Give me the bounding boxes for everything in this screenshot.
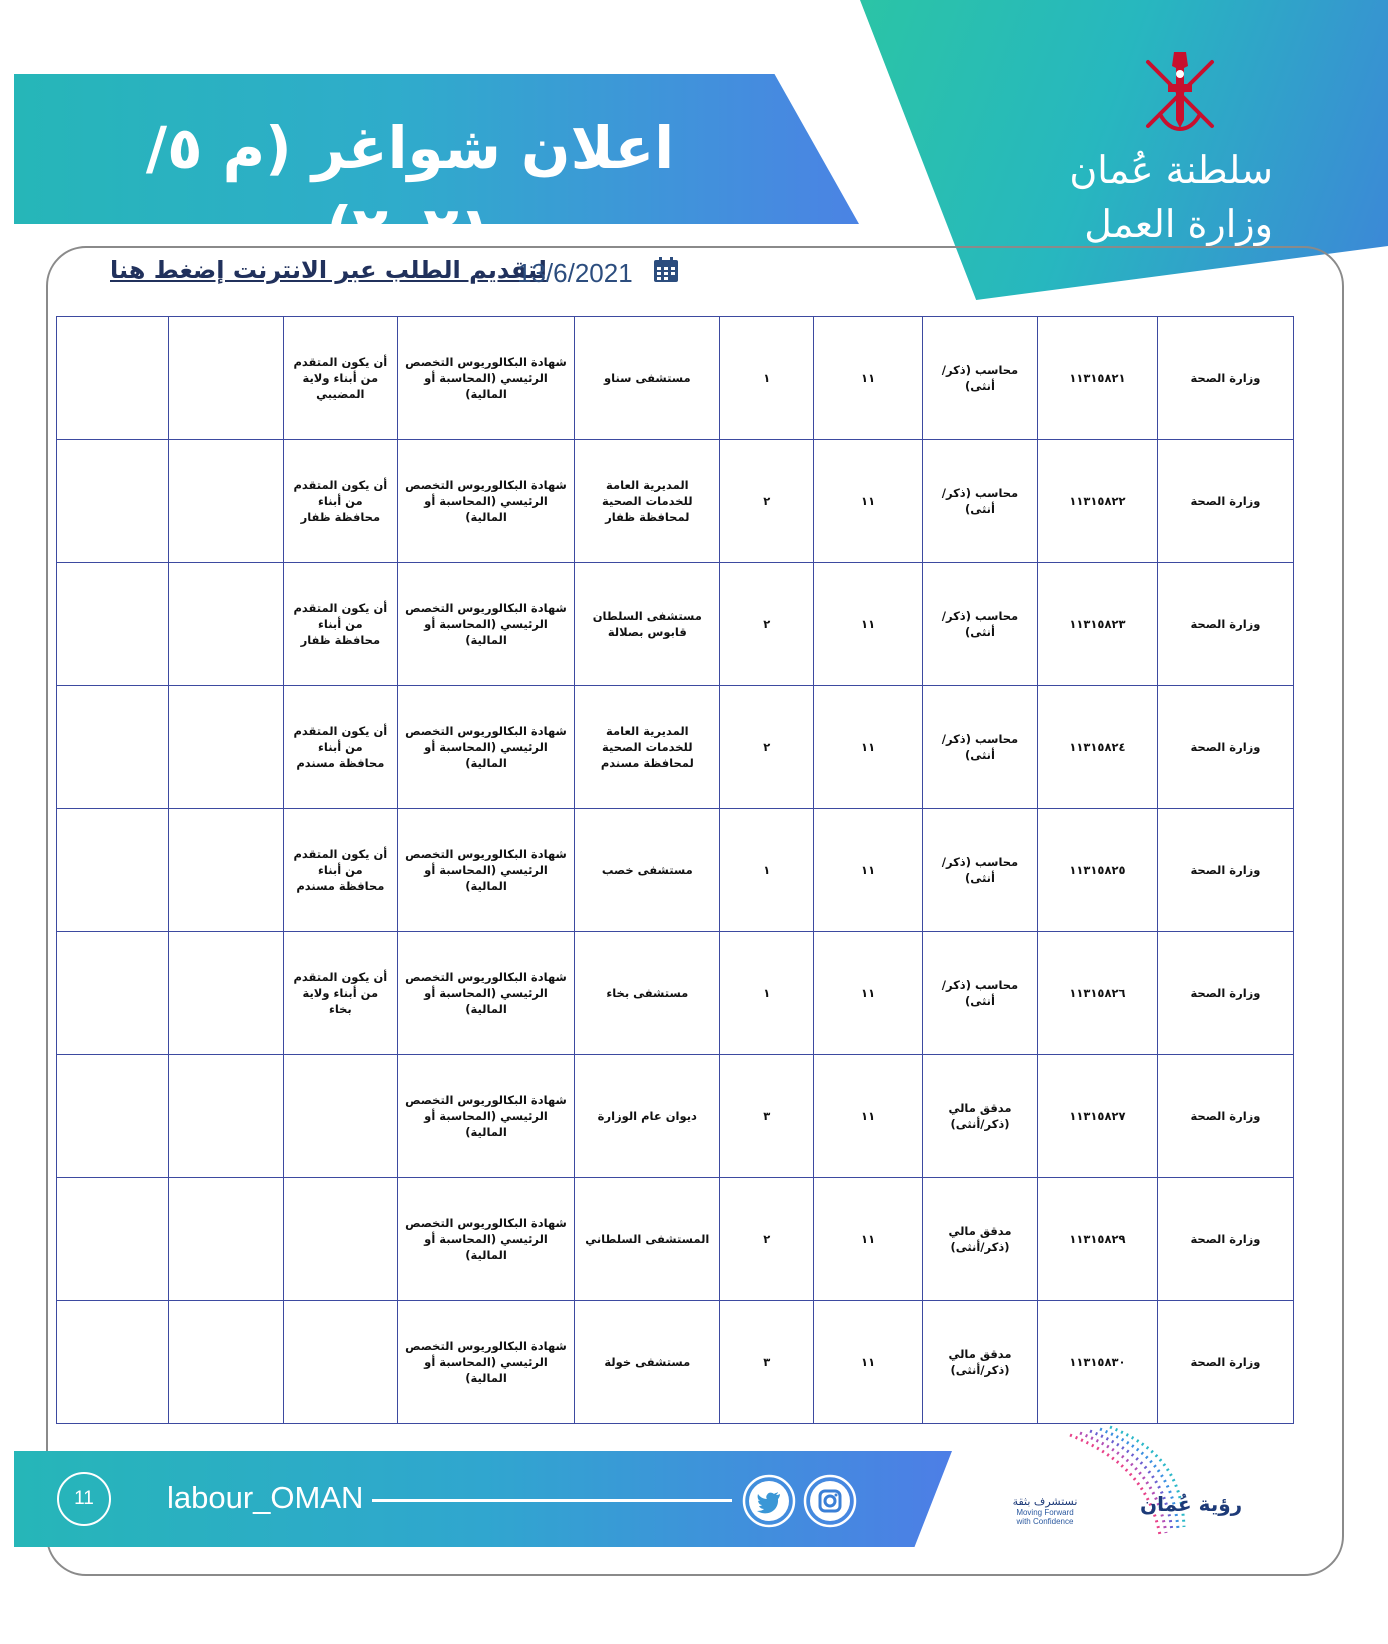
ministry-cell: وزارة الصحة	[1157, 1301, 1293, 1424]
extra-cell	[168, 1055, 283, 1178]
slogan	[1010, 1495, 1080, 1526]
grade-cell: ١١	[814, 1055, 923, 1178]
table-row	[57, 809, 1294, 932]
qualification-cell: شهادة البكالوريوس التخصص الرئيسي (المحاسبة أو المالية)	[397, 1178, 574, 1301]
instagram-icon[interactable]	[803, 1474, 857, 1528]
count-cell: ١	[720, 932, 814, 1055]
info-bar	[110, 256, 1260, 296]
qualification-cell: شهادة البكالوريوس التخصص الرئيسي (المحاسبة أو المالية)	[397, 686, 574, 809]
job-code-cell: ١١٣١٥٨٢٧	[1037, 1055, 1157, 1178]
extra-cell	[57, 563, 169, 686]
vacancies-table-body	[57, 317, 1294, 1424]
job-code-cell: ١١٣١٥٨٢٣	[1037, 563, 1157, 686]
extra-cell	[57, 440, 169, 563]
condition-cell: أن يكون المتقدم من أبناء محافظة ظفار	[283, 563, 397, 686]
location-cell: مستشفى خولة	[575, 1301, 720, 1424]
footer-divider	[372, 1499, 732, 1502]
table-row	[57, 1055, 1294, 1178]
job-title-cell: مدقق مالي (ذكر/أنثى)	[923, 1178, 1038, 1301]
condition-cell	[283, 1055, 397, 1178]
announcement-date: 13/6/2021	[517, 258, 633, 288]
ministry-cell: وزارة الصحة	[1157, 809, 1293, 932]
condition-cell: أن يكون المتقدم من أبناء محافظة مسندم	[283, 809, 397, 932]
job-title-cell: مدقق مالي (ذكر/أنثى)	[923, 1301, 1038, 1424]
extra-cell	[57, 809, 169, 932]
extra-cell	[57, 686, 169, 809]
condition-cell: أن يكون المتقدم من أبناء محافظة مسندم	[283, 686, 397, 809]
job-title-cell: محاسب (ذكر/ أنثى)	[923, 563, 1038, 686]
table-row	[57, 932, 1294, 1055]
social-handle[interactable]: labour_OMAN	[167, 1480, 364, 1515]
job-code-cell: ١١٣١٥٨٣٠	[1037, 1301, 1157, 1424]
grade-cell: ١١	[814, 1301, 923, 1424]
oman-vision-2040-logo	[1040, 1425, 1260, 1555]
grade-cell: ١١	[814, 563, 923, 686]
job-title-cell: مدقق مالي (ذكر/أنثى)	[923, 1055, 1038, 1178]
job-code-cell: ١١٣١٥٨٢١	[1037, 317, 1157, 440]
job-title-cell: محاسب (ذكر/ أنثى)	[923, 317, 1038, 440]
ministry-cell: وزارة الصحة	[1157, 317, 1293, 440]
location-cell: مستشفى السلطان قابوس بصلالة	[575, 563, 720, 686]
location-cell: ديوان عام الوزارة	[575, 1055, 720, 1178]
ministry-cell: وزارة الصحة	[1157, 440, 1293, 563]
job-code-cell: ١١٣١٥٨٢٥	[1037, 809, 1157, 932]
page-title: اعلان شواغر (م ٥/ ٢٠٢١)	[145, 114, 675, 262]
page-number: 11	[57, 1472, 111, 1526]
extra-cell	[168, 932, 283, 1055]
extra-cell	[57, 932, 169, 1055]
extra-cell	[168, 440, 283, 563]
extra-cell	[57, 317, 169, 440]
table-row	[57, 1301, 1294, 1424]
vision-text: رؤية عُمان	[1140, 1492, 1243, 1516]
count-cell: ٣	[720, 1055, 814, 1178]
condition-cell	[283, 1178, 397, 1301]
extra-cell	[168, 686, 283, 809]
location-cell: المديرية العامة للخدمات الصحية لمحافظة مسندم	[575, 686, 720, 809]
count-cell: ١	[720, 809, 814, 932]
condition-cell: أن يكون المتقدم من أبناء ولاية بخاء	[283, 932, 397, 1055]
condition-cell: أن يكون المتقدم من أبناء ولاية المضيبي	[283, 317, 397, 440]
slogan-english: Moving Forward with Confidence	[1016, 1508, 1074, 1526]
count-cell: ٢	[720, 1178, 814, 1301]
count-cell: ٢	[720, 440, 814, 563]
job-code-cell: ١١٣١٥٨٢٩	[1037, 1178, 1157, 1301]
extra-cell	[168, 1178, 283, 1301]
ministry-cell: وزارة الصحة	[1157, 1178, 1293, 1301]
ministry-cell: وزارة الصحة	[1157, 563, 1293, 686]
qualification-cell: شهادة البكالوريوس التخصص الرئيسي (المحاسبة أو المالية)	[397, 317, 574, 440]
ministry-cell: وزارة الصحة	[1157, 686, 1293, 809]
location-cell: مستشفى بخاء	[575, 932, 720, 1055]
grade-cell: ١١	[814, 932, 923, 1055]
grade-cell: ١١	[814, 317, 923, 440]
location-cell: مستشفى سناو	[575, 317, 720, 440]
country-name: سلطنة عُمان	[1069, 148, 1273, 192]
count-cell: ٢	[720, 686, 814, 809]
extra-cell	[57, 1301, 169, 1424]
grade-cell: ١١	[814, 440, 923, 563]
qualification-cell: شهادة البكالوريوس التخصص الرئيسي (المحاسبة أو المالية)	[397, 809, 574, 932]
qualification-cell: شهادة البكالوريوس التخصص الرئيسي (المحاسبة أو المالية)	[397, 932, 574, 1055]
job-code-cell: ١١٣١٥٨٢٤	[1037, 686, 1157, 809]
table-row	[57, 686, 1294, 809]
extra-cell	[57, 1178, 169, 1301]
condition-cell: أن يكون المتقدم من أبناء محافظة ظفار	[283, 440, 397, 563]
condition-cell	[283, 1301, 397, 1424]
qualification-cell: شهادة البكالوريوس التخصص الرئيسي (المحاسبة أو المالية)	[397, 440, 574, 563]
qualification-cell: شهادة البكالوريوس التخصص الرئيسي (المحاسبة أو المالية)	[397, 563, 574, 686]
extra-cell	[168, 809, 283, 932]
grade-cell: ١١	[814, 1178, 923, 1301]
job-title-cell: محاسب (ذكر/ أنثى)	[923, 932, 1038, 1055]
slogan-arabic: نستشرف بثقة	[1012, 1495, 1078, 1508]
qualification-cell: شهادة البكالوريوس التخصص الرئيسي (المحاسبة أو المالية)	[397, 1055, 574, 1178]
ministry-name: وزارة العمل	[1084, 202, 1273, 246]
calendar-icon	[652, 256, 680, 284]
location-cell: المديرية العامة للخدمات الصحية لمحافظة ظفار	[575, 440, 720, 563]
table-row	[57, 317, 1294, 440]
ministry-cell: وزارة الصحة	[1157, 1055, 1293, 1178]
job-title-cell: محاسب (ذكر/ أنثى)	[923, 809, 1038, 932]
location-cell: مستشفى خصب	[575, 809, 720, 932]
vacancies-table	[56, 316, 1294, 1424]
extra-cell	[168, 1301, 283, 1424]
extra-cell	[57, 1055, 169, 1178]
ministry-cell: وزارة الصحة	[1157, 932, 1293, 1055]
grade-cell: ١١	[814, 809, 923, 932]
table-row	[57, 440, 1294, 563]
count-cell: ٢	[720, 563, 814, 686]
count-cell: ٣	[720, 1301, 814, 1424]
location-cell: المستشفى السلطاني	[575, 1178, 720, 1301]
job-code-cell: ١١٣١٥٨٢٦	[1037, 932, 1157, 1055]
grade-cell: ١١	[814, 686, 923, 809]
table-row	[57, 563, 1294, 686]
job-code-cell: ١١٣١٥٨٢٢	[1037, 440, 1157, 563]
oman-emblem-icon	[1130, 44, 1230, 144]
job-title-cell: محاسب (ذكر/ أنثى)	[923, 440, 1038, 563]
extra-cell	[168, 563, 283, 686]
apply-online-link[interactable]: لتقديم الطلب عبر الانترنت إضغط هنا	[110, 256, 547, 284]
twitter-icon[interactable]	[742, 1474, 796, 1528]
job-title-cell: محاسب (ذكر/ أنثى)	[923, 686, 1038, 809]
extra-cell	[168, 317, 283, 440]
table-row	[57, 1178, 1294, 1301]
qualification-cell: شهادة البكالوريوس التخصص الرئيسي (المحاسبة أو المالية)	[397, 1301, 574, 1424]
count-cell: ١	[720, 317, 814, 440]
